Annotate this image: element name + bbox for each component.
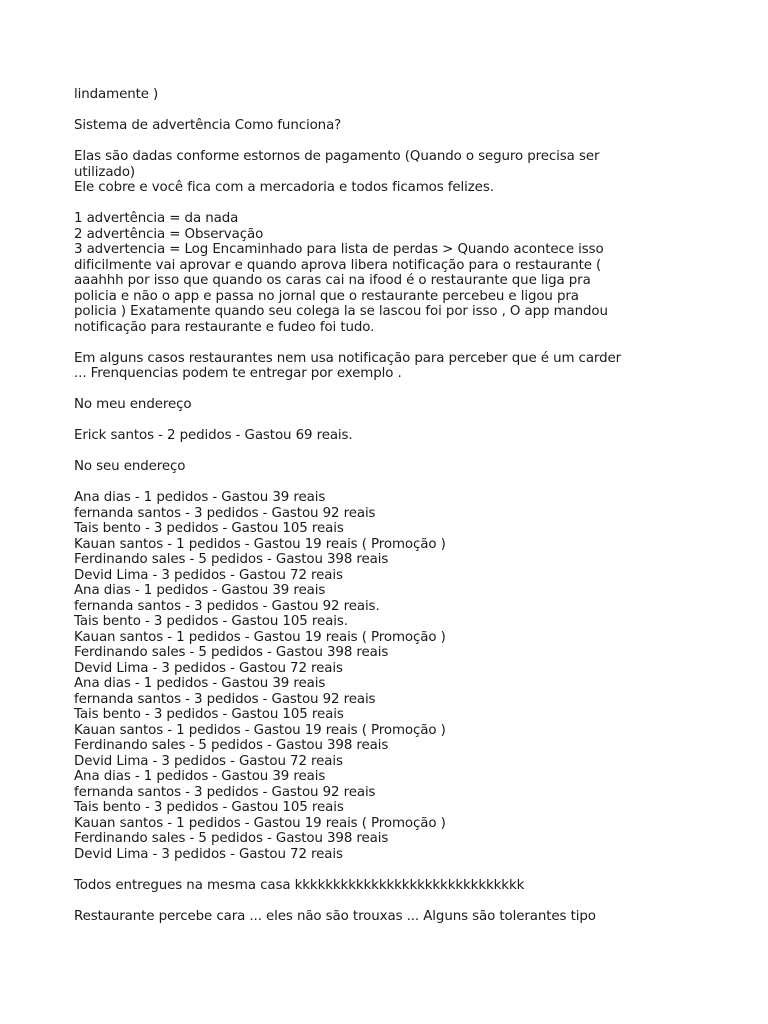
intro-line: lindamente ) <box>74 87 159 102</box>
text-line: Em alguns casos restaurantes nem usa notificação para perceber que é um carder <box>74 350 622 366</box>
list-item: Tais bento - 3 pedidos - Gastou 105 reais <box>74 707 344 722</box>
list-item: Tais bento - 3 pedidos - Gastou 105 reais. <box>74 614 348 629</box>
list-item: Kauan santos - 1 pedidos - Gastou 19 reais ( Promoção ) <box>74 629 446 645</box>
text-line: ... Frenquencias podem te entregar por exemplo . <box>74 366 402 381</box>
same-house-line: Todos entregues na mesma casa kkkkkkkkkkkkkkkkkkkkkkkkkkkkkk <box>74 877 525 893</box>
text-line: Ele cobre e você fica com a mercadoria e todos ficamos felizes. <box>74 180 494 195</box>
text-line: utilizado) <box>74 164 136 180</box>
list-item: Devid Lima - 3 pedidos - Gastou 72 reais <box>74 753 343 769</box>
list-item: Tais bento - 3 pedidos - Gastou 105 reais <box>74 521 344 536</box>
list-item: fernanda santos - 3 pedidos - Gastou 92 reais <box>74 784 376 800</box>
list-item: Devid Lima - 3 pedidos - Gastou 72 reais <box>74 846 343 862</box>
list-item: Kauan santos - 1 pedidos - Gastou 19 reais ( Promoção ) <box>74 536 446 552</box>
list-item: Ferdinando sales - 5 pedidos - Gastou 398 reais <box>74 552 389 567</box>
my-address-entry: Erick santos - 2 pedidos - Gastou 69 reais. <box>74 428 353 443</box>
list-item: Tais bento - 3 pedidos - Gastou 105 reais <box>74 800 344 815</box>
my-address-label: No meu endereço <box>74 397 192 412</box>
orders-list <box>74 490 694 862</box>
list-item: Ana dias - 1 pedidos - Gastou 39 reais <box>74 676 326 691</box>
list-item: Ana dias - 1 pedidos - Gastou 39 reais <box>74 490 326 505</box>
text-line: policia ) Exatamente quando seu colega la se lascou foi por isso , O app mandou <box>74 304 608 319</box>
text-line: notificação para restaurante e fudeo foi tudo. <box>74 319 375 335</box>
section-title: Sistema de advertência Como funciona? <box>74 118 342 133</box>
list-item: fernanda santos - 3 pedidos - Gastou 92 reais <box>74 505 376 521</box>
list-item: Ana dias - 1 pedidos - Gastou 39 reais <box>74 583 326 598</box>
text-line: Elas são dadas conforme estornos de pagamento (Quando o seguro precisa ser <box>74 149 600 164</box>
list-item: Devid Lima - 3 pedidos - Gastou 72 reais <box>74 567 343 583</box>
text-line: aaahhh por isso que quando os caras cai na ifood é o restaurante que liga pra <box>74 273 591 288</box>
list-item: Kauan santos - 1 pedidos - Gastou 19 reais ( Promoção ) <box>74 815 446 831</box>
list-item: Kauan santos - 1 pedidos - Gastou 19 reais ( Promoção ) <box>74 722 446 738</box>
list-item: Ferdinando sales - 5 pedidos - Gastou 398 reais <box>74 831 389 846</box>
list-item: fernanda santos - 3 pedidos - Gastou 92 reais. <box>74 598 380 614</box>
warnings-paragraph <box>74 211 694 335</box>
closing-line: Restaurante percebe cara ... eles não são trouxas ... Alguns são tolerantes tipo <box>74 908 596 924</box>
text-line: 3 advertencia = Log Encaminhado para lista de perdas > Quando acontece isso <box>74 242 604 257</box>
your-address-label: No seu endereço <box>74 459 186 474</box>
list-item: Ferdinando sales - 5 pedidos - Gastou 398 reais <box>74 738 389 753</box>
document-page <box>74 87 694 940</box>
text-line: policia e não o app e passa no jornal que o restaurante percebeu e ligou pra <box>74 288 579 304</box>
text-line: 2 advertência = Observação <box>74 226 264 242</box>
list-item: fernanda santos - 3 pedidos - Gastou 92 reais <box>74 691 376 707</box>
text-line: 1 advertência = da nada <box>74 211 239 226</box>
list-item: Devid Lima - 3 pedidos - Gastou 72 reais <box>74 660 343 676</box>
cases-paragraph <box>74 351 694 382</box>
list-item: Ferdinando sales - 5 pedidos - Gastou 398 reais <box>74 645 389 660</box>
text-line: dificilmente vai aprovar e quando aprova libera notificação para o restaurante ( <box>74 257 602 273</box>
explanation-paragraph <box>74 149 694 196</box>
list-item: Ana dias - 1 pedidos - Gastou 39 reais <box>74 769 326 784</box>
